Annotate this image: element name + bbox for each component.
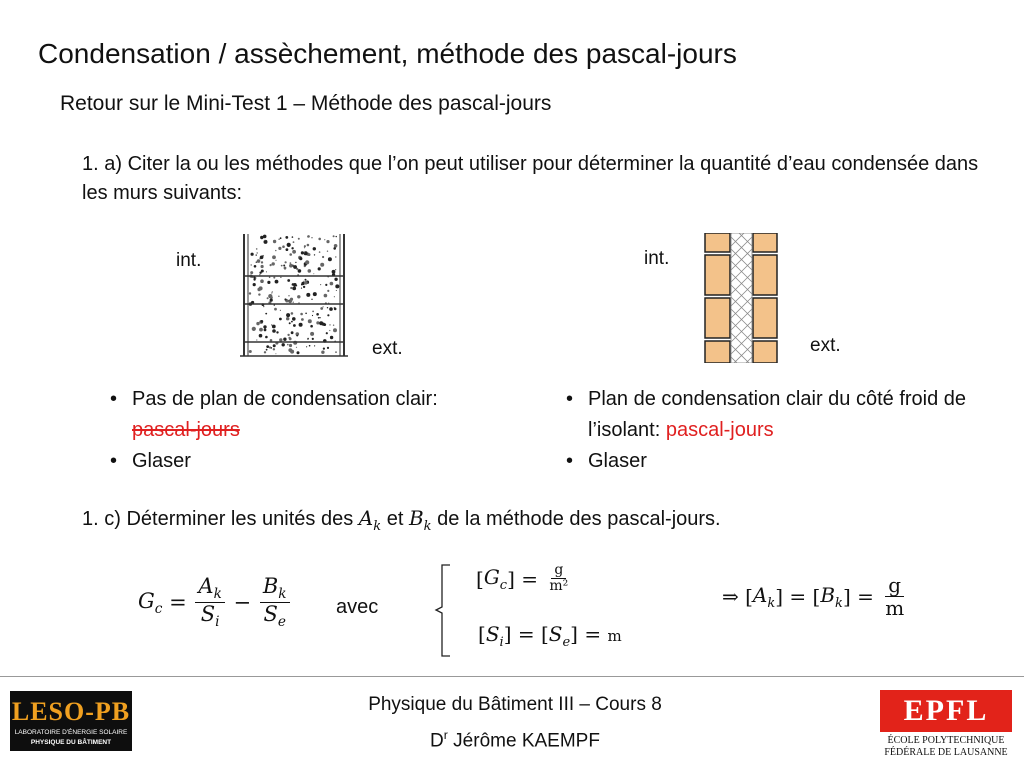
layered-wall-figure xyxy=(704,233,778,363)
right-answer-list xyxy=(556,384,976,477)
question-1a: 1. a) Citer la ou les méthodes que l’on peut utiliser pour déterminer la quantité d’eau condensée dans les murs suivants: xyxy=(82,153,979,204)
right-wall-ext-label: ext. xyxy=(810,335,841,356)
footer-divider xyxy=(0,676,1024,677)
list-item: • Plan de condensation clair du côté froid de l’isolant: pascal-jours xyxy=(556,384,976,446)
course-title: Physique du Bâtiment III – Cours 8 xyxy=(368,694,662,715)
struck-answer: pascal-jours xyxy=(132,419,240,441)
list-item: • Pas de plan de condensation clair: pascal-jours xyxy=(100,384,520,446)
list-item: • Glaser xyxy=(556,446,976,477)
s-units-formula: $[S_i] = [S_e] = m$ xyxy=(478,622,622,650)
footer-text xyxy=(260,690,770,756)
highlighted-answer: pascal-jours xyxy=(665,419,774,441)
ak-bk-units-formula: ⇒ $[A_k] = [B_k]$ = $\frac{g}{m}$ xyxy=(722,573,905,620)
left-wall-int-label: int. xyxy=(176,250,202,271)
question-1c: 1. c) Déterminer les unités des $A_k$ et $B_k$ de la méthode des pascal-jours. xyxy=(82,506,721,534)
leso-pb-logo: LESO-PB LABORATOIRE D'ÉNERGIE SOLAIRE PHYSIQUE DU BÂTIMENT xyxy=(10,691,132,751)
porous-wall-figure xyxy=(240,234,348,358)
avec-label: avec xyxy=(336,596,379,618)
gc-formula: $G_c$ = $\frac{A_k}{S_i}$ − $\frac{B_k}{S_e}$ xyxy=(138,575,292,630)
left-answer-list xyxy=(100,384,520,477)
epfl-logo: EPFL ÉCOLE POLYTECHNIQUE FÉDÉRALE DE LAUSANNE xyxy=(880,690,1012,760)
left-wall-ext-label: ext. xyxy=(372,338,403,359)
right-wall-int-label: int. xyxy=(644,248,670,269)
slide-subtitle: Retour sur le Mini-Test 1 – Méthode des pascal-jours xyxy=(60,92,552,115)
gc-units-formula: $[G_c]$ = $\frac{g}{\text{m²}}$ xyxy=(476,562,569,595)
slide-title: Condensation / assèchement, méthode des pascal-jours xyxy=(38,38,737,69)
list-item: • Glaser xyxy=(100,446,520,477)
lecturer-name: $D^r$ Jérôme KAEMPF xyxy=(430,728,600,752)
brace-icon xyxy=(432,563,454,659)
